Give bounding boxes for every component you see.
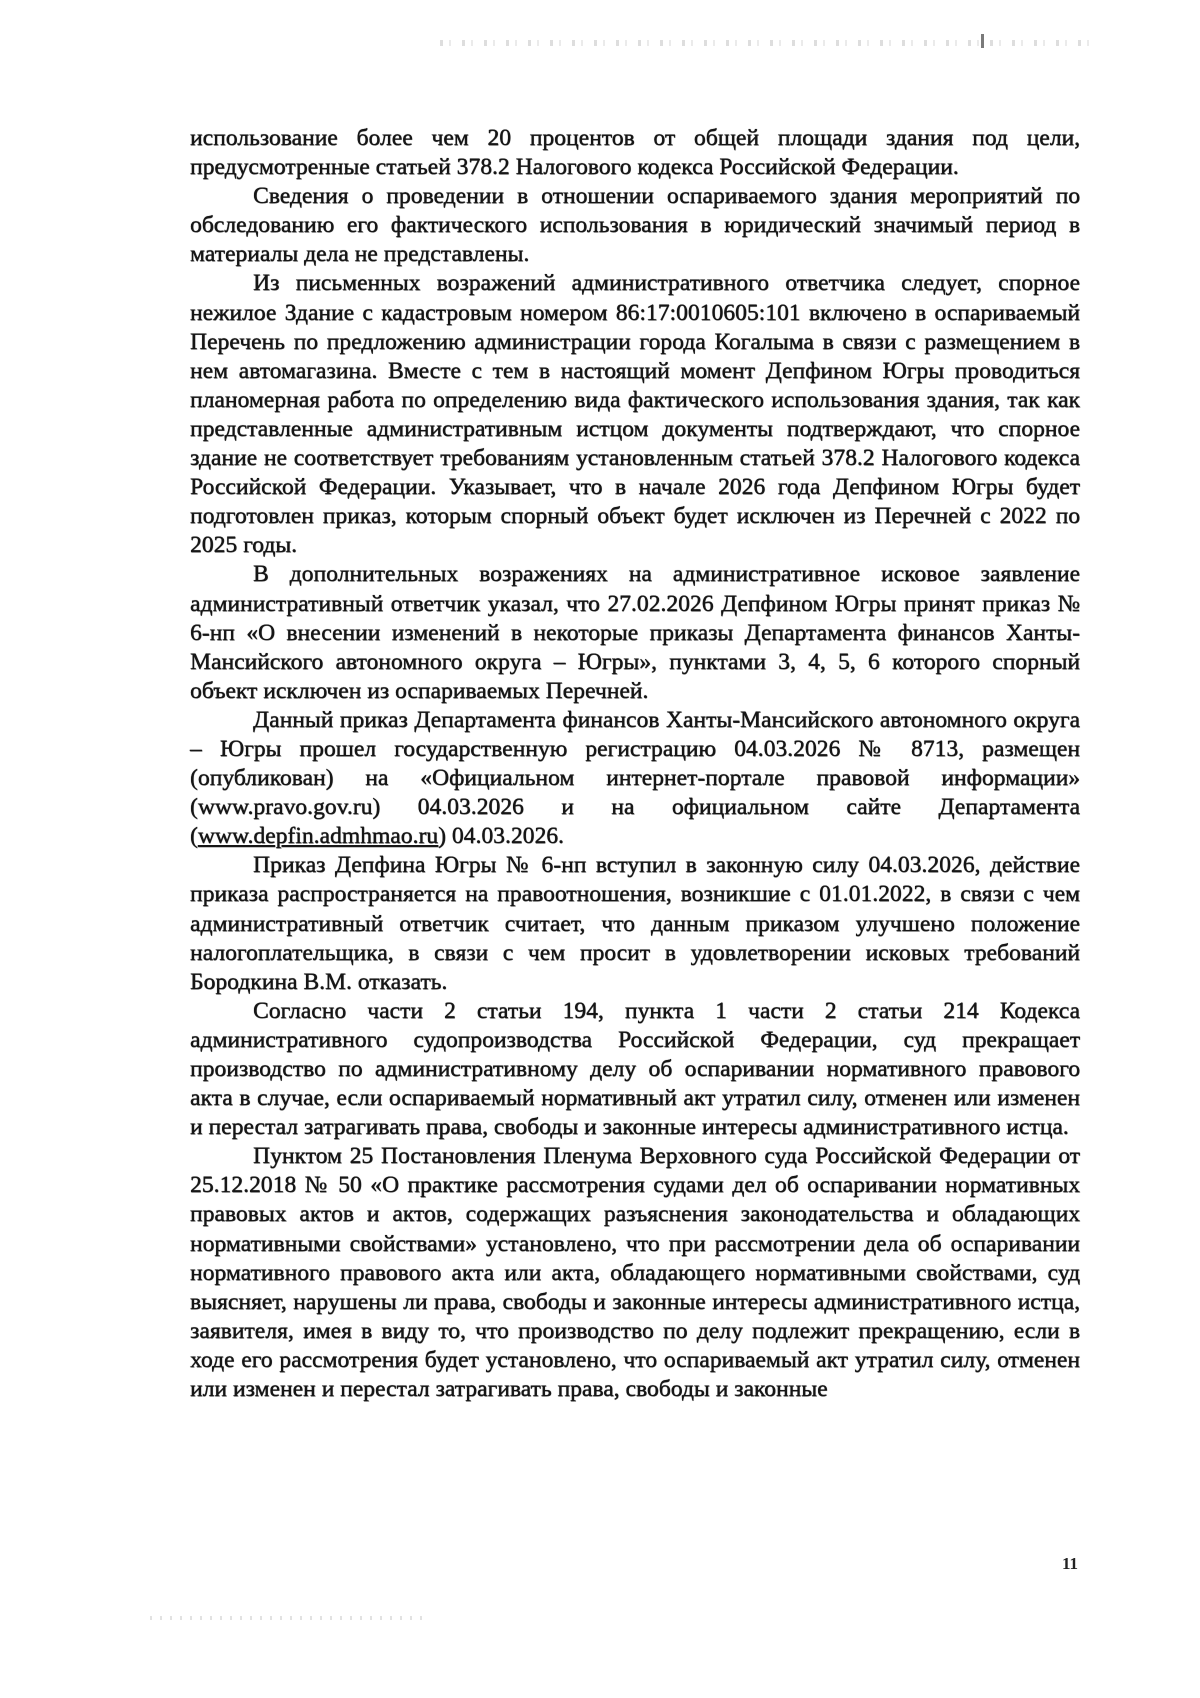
paragraph-5 [190,706,1080,851]
depfin-site-link[interactable]: www.depfin.admhmao.ru [197,823,439,850]
paragraph-1: использование более чем 20 процентов от общей площади здания под цели, предусмотренные статьей 378.2 Налогового кодекса Российской Федерации. [190,125,1080,181]
scan-artifact-header [440,40,1100,46]
paragraph-5-tail: ) 04.03.2026. [438,823,564,850]
paragraph-6: Приказ Депфина Югры № 6-нп вступил в законную силу 04.03.2026, действие приказа распространяется на правоотношения, возникшие с 01.01.2022, в связи с чем административный ответчик считает, что данным приказом улучшено положение налогоплательщика, в связи с чем просит в удовлетворении исковых требований Бородкина В.М. отказать. [190,852,1080,995]
scan-artifact-mark [981,34,984,48]
paragraph-8: Пунктом 25 Постановления Пленума Верховного суда Российской Федерации от 25.12.2018 № 50 «О практике рассмотрения судами дел об оспаривании нормативных правовых актов и актов, содержащих разъяснения законодательства и обладающих нормативными свойствами» установлено, что при рассмотрении дела об оспаривании нормативного правового акта или акта, обладающего нормативными свойствами, суд выясняет, нарушены ли права, свободы и законные интересы административного истца, заявителя, имея в виду то, что производство по делу подлежит прекращению, если в ходе его рассмотрения будет установлено, что оспариваемый акт утратил силу, отменен или изменен и перестал затрагивать права, свободы и законные [190,1143,1080,1403]
document-body [190,124,1080,1404]
scan-artifact-footer [150,1616,430,1620]
paragraph-7: Согласно части 2 статьи 194, пункта 1 части 2 статьи 214 Кодекса административного судопроизводства Российской Федерации, суд прекращает производство по административному делу об оспаривании нормативного правового акта в случае, если оспариваемый нормативный акт утратил силу, отменен или изменен и перестал затрагивать права, свободы и законные интересы административного истца. [190,997,1080,1141]
paragraph-2: Сведения о проведении в отношении оспариваемого здания мероприятий по обследованию его фактического использования в юридический значимый период в материалы дела не представлены. [190,183,1080,268]
paragraph-5-text: Данный приказ Департамента финансов Ханты-Мансийского автономного округа – Югры прошел государственную регистрацию 04.03.2026 № 8713, размещен (опубликован) на «Официальном интернет-портале правовой информации» (www.pravo.gov.ru) 04.03.2026 и на официальном сайте Департамента ( [190,706,1080,850]
page-number: 11 [1062,1554,1079,1573]
paragraph-4: В дополнительных возражениях на административное исковое заявление административный ответчик указал, что 27.02.2026 Депфином Югры принят приказ № 6-нп «О внесении изменений в некоторые приказы Департамента финансов Ханты-Мансийского автономного округа – Югры», пунктами 3, 4, 5, 6 которого спорный объект исключен из оспариваемых Перечней. [190,561,1080,704]
paragraph-3: Из письменных возражений административного ответчика следует, спорное нежилое Здание с кадастровым номером 86:17:0010605:101 включено в оспариваемый Перечень по предложению администрации города Когалыма в связи с размещением в нем автомагазина. Вместе с тем в настоящий момент Депфином Югры проводиться планомерная работа по определению вида фактического использования здания, так как представленные административным истцом документы подтверждают, что спорное здание не соответствует требованиям установленным статьей 378.2 Налогового кодекса Российской Федерации. Указывает, что в начале 2026 года Депфином Югры будет подготовлен приказ, которым спорный объект будет исключен из Перечней с 2022 по 2025 годы. [190,270,1080,559]
